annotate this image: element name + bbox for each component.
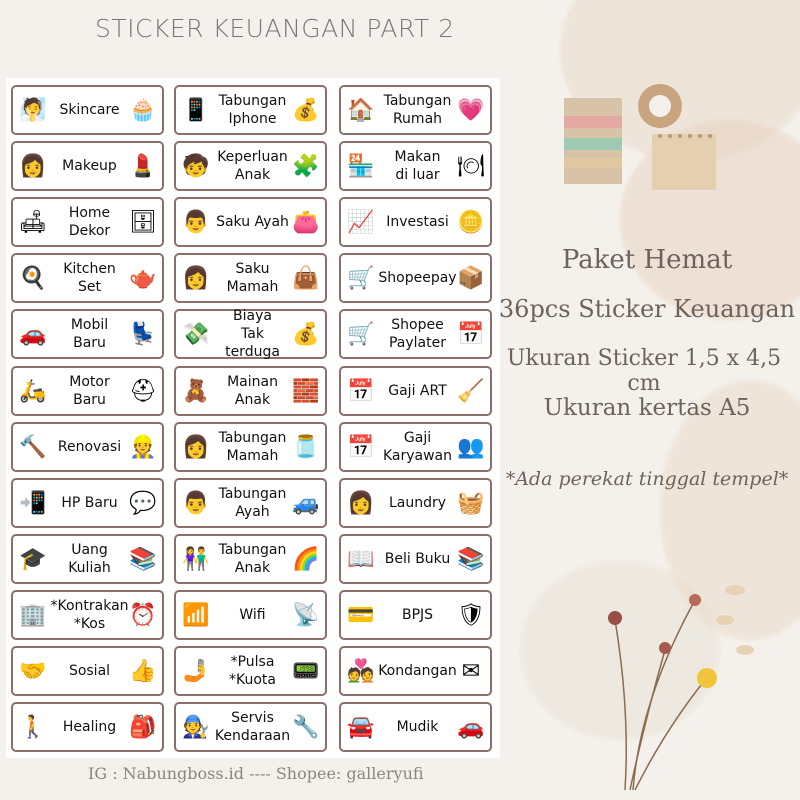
sticker-label: Tabungan Rumah (383, 93, 452, 127)
books-icon: 📚 (129, 545, 157, 571)
sticker (174, 590, 327, 640)
dried-flowers-illustration (585, 560, 785, 790)
sticker-label: Beli Buku (384, 550, 451, 567)
blocks-icon: 🧱 (292, 377, 320, 403)
sim-card-icon: 📟 (292, 658, 320, 683)
phone-icon: 📱 (182, 97, 210, 122)
worker-icon: 👷 (129, 433, 157, 459)
calendar-icon: 📅 (457, 321, 485, 347)
sticker-label: Tabungan Ayah (218, 485, 287, 520)
sticker (174, 478, 327, 528)
sticker (339, 253, 492, 303)
wifi-icon: 📶 (182, 601, 210, 627)
info-adhesive-note: *Ada perekat tinggal tempel* (505, 468, 789, 490)
car-luggage-icon: 🚘 (347, 714, 375, 740)
sticker-label: BPJS (401, 606, 434, 623)
info-package: Paket Hemat (561, 245, 733, 275)
cabinet-icon: 🗄 (129, 209, 157, 235)
sticker-label: Tabungan Mamah (218, 429, 287, 464)
building-icon: 🏢 (19, 601, 47, 627)
sticker (11, 85, 164, 135)
kitchen-icon: 🍳 (19, 265, 47, 291)
sticker (11, 478, 164, 528)
stationery-illustration (560, 80, 730, 195)
box-icon: 📦 (457, 265, 485, 291)
woman-icon: 👩 (347, 489, 375, 515)
sticker-label: Kondangan (378, 663, 457, 679)
smartphone-icon: 📲 (19, 489, 47, 515)
page-title: STICKER KEUANGAN PART 2 (95, 14, 455, 43)
wallet-icon: 👛 (292, 209, 320, 235)
sticker-label: Saku Mamah (226, 261, 279, 296)
calendar-icon: 📅 (347, 377, 375, 403)
car-seat-icon: 💺 (129, 321, 157, 347)
sticker (174, 702, 327, 752)
community-icon: 🤝 (19, 658, 47, 683)
money-bag-icon: 💰 (292, 321, 320, 347)
sticker-label: Tabungan Anak (218, 541, 287, 576)
wrench-icon: 🔧 (292, 714, 320, 740)
sticker-label: *Pulsa *Kuota (229, 654, 276, 688)
man-icon: 👨 (182, 209, 210, 235)
sticker (11, 197, 164, 247)
chat-icon: 💬 (129, 489, 157, 515)
sticker-label: HP Baru (61, 494, 118, 511)
sticker (174, 197, 327, 247)
sticker-label: Makeup (62, 158, 117, 175)
cleaning-icon: 🧹 (457, 377, 485, 403)
sticker-label: Servis Kendaraan (214, 710, 291, 745)
sticker (11, 366, 164, 416)
helmet-icon: ⛑ (129, 377, 157, 403)
money-bag-icon: 💰 (292, 97, 320, 122)
child-icon: 🧒 (182, 153, 210, 179)
sticker-label: Wifi (239, 606, 266, 623)
kettle-icon: 🫖 (129, 265, 157, 291)
sticker-label: Biaya Tak terduga (225, 308, 280, 361)
sticker (339, 141, 492, 191)
like-icon: 👍 (129, 658, 157, 683)
envelope-icon: ✉ (461, 658, 481, 683)
sticker (174, 534, 327, 584)
sticker-label: Investasi (386, 214, 449, 231)
tools-icon: 🔨 (19, 433, 47, 459)
info-count: 36pcs Sticker Keuangan (498, 295, 796, 323)
footer-credits: IG : Nabungboss.id ---- Shopee: galleryufi (88, 764, 424, 783)
jar-icon: 🫙 (292, 433, 320, 459)
woman-face-icon: 🧖 (19, 97, 47, 122)
children-icon: 👫 (182, 545, 210, 571)
alarm-clock-icon: ⏰ (129, 601, 157, 627)
sticker (339, 422, 492, 472)
jeep-icon: 🚙 (292, 489, 320, 515)
sticker (339, 85, 492, 135)
lipstick-icon: 💄 (129, 153, 157, 179)
toy-box-icon: 🧸 (182, 377, 210, 403)
chart-icon: 📈 (347, 209, 375, 235)
team-icon: 👥 (457, 433, 485, 459)
sticker-label: Skincare (59, 102, 120, 118)
sticker (174, 141, 327, 191)
sticker-label: Gaji Karyawan (382, 429, 453, 464)
sticker-label: Shopeepay (378, 270, 457, 287)
sticker (11, 702, 164, 752)
heart-card-icon: 💗 (457, 97, 485, 122)
sticker (11, 422, 164, 472)
car-icon: 🚗 (457, 714, 485, 740)
calendar-icon: 📅 (347, 433, 375, 459)
sticker (174, 253, 327, 303)
sticker (11, 253, 164, 303)
sticker (174, 646, 327, 696)
sticker (339, 197, 492, 247)
sticker (339, 646, 492, 696)
sticker-label: Motor Baru (69, 373, 110, 408)
plate-icon: 🍽 (457, 153, 485, 179)
cake-icon: 🧁 (129, 97, 157, 122)
woman-icon: 👩 (182, 265, 210, 291)
sticker (11, 534, 164, 584)
sticker-label: Mainan Anak (227, 373, 278, 408)
sticker (339, 309, 492, 359)
info-paper-size: Ukuran kertas A5 (543, 395, 751, 421)
sticker (339, 590, 492, 640)
sticker (11, 590, 164, 640)
sticker-label: Gaji ART (388, 382, 447, 399)
sticker (11, 309, 164, 359)
scooter-icon: 🛵 (19, 377, 47, 403)
traveler-icon: 🚶 (19, 714, 47, 740)
sticker (11, 646, 164, 696)
book-stack-icon: 📚 (457, 545, 485, 571)
cart-icon: 🛒 (347, 265, 375, 291)
sticker (11, 141, 164, 191)
shield-icon: 🛡 (457, 601, 485, 627)
coins-icon: 🪙 (457, 209, 485, 235)
info-sticker-size: Ukuran Sticker 1,5 x 4,5 cm (506, 346, 782, 396)
man-icon: 👨 (182, 489, 210, 515)
sticker-label: Home Dekor (68, 205, 111, 240)
sticker-label: *Kontrakan *Kos (50, 597, 129, 632)
sticker (174, 85, 327, 135)
sticker-label: Renovasi (57, 438, 122, 455)
sticker-label: Healing (62, 719, 117, 736)
sticker-label: Mobil Baru (70, 317, 109, 352)
sticker (174, 309, 327, 359)
sticker-label: Saku Ayah (216, 214, 289, 231)
sticker-label: Keperluan Anak (217, 149, 288, 184)
puzzle-icon: 🧩 (292, 153, 320, 179)
car-icon: 🚗 (19, 321, 47, 347)
satellite-icon: 📡 (292, 601, 320, 627)
mechanic-icon: 🧑‍🔧 (182, 714, 210, 740)
open-book-icon: 📖 (347, 545, 375, 571)
couple-icon: 💑 (347, 658, 375, 683)
sticker-label: Sosial (68, 663, 111, 679)
woman-icon: 👩 (182, 433, 210, 459)
sticker-label: Makan di luar (394, 149, 441, 184)
sticker-label: Shopee Paylater (388, 317, 446, 352)
student-icon: 🎓 (19, 545, 47, 571)
room-icon: 🛋 (19, 209, 47, 235)
sticker-label: Kitchen Set (63, 261, 116, 296)
house-icon: 🏠 (347, 97, 375, 122)
cart-icon: 🛒 (347, 321, 375, 347)
health-card-icon: 💳 (347, 601, 375, 627)
purse-icon: 👜 (292, 265, 320, 291)
sticker (339, 534, 492, 584)
backpack-icon: 🎒 (129, 714, 157, 740)
sticker (174, 422, 327, 472)
person-phone-icon: 🤳 (182, 658, 210, 683)
sticker (339, 478, 492, 528)
sticker (339, 702, 492, 752)
woman-icon: 👩 (19, 153, 47, 179)
sticker-label: Tabungan Iphone (218, 93, 287, 127)
money-network-icon: 💸 (182, 321, 210, 347)
sticker-label: Mudik (396, 719, 439, 736)
sticker-label: Laundry (388, 494, 447, 511)
sticker (174, 366, 327, 416)
restaurant-icon: 🏪 (347, 153, 375, 179)
rainbow-icon: 🌈 (292, 545, 320, 571)
sticker (339, 366, 492, 416)
sticker-label: Uang Kuliah (68, 541, 111, 576)
basket-icon: 🧺 (457, 489, 485, 515)
